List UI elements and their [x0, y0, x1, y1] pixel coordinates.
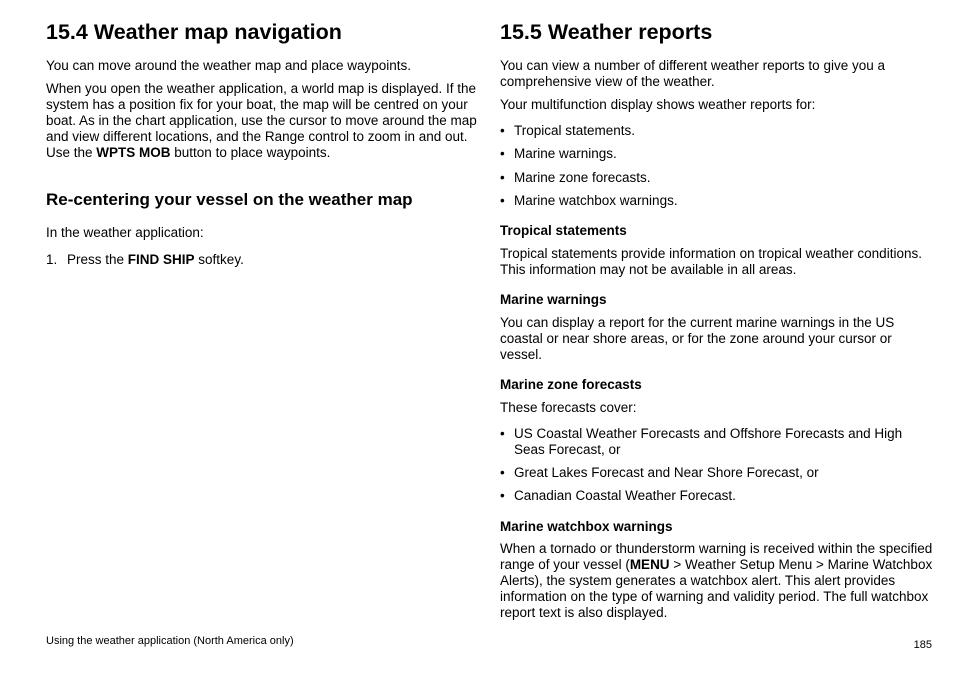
body-text-part2: button to place waypoints.	[170, 145, 331, 160]
marine-warnings-text: You can display a report for the current marine warnings in the US coastal or near shore areas, or for the zone around your cursor or vessel.	[500, 315, 895, 362]
zone-forecasts-intro: These forecasts cover:	[500, 400, 637, 415]
list-item: • Tropical statements.	[500, 123, 636, 138]
footer-chapter-title: Using the weather application (North America only)	[46, 635, 294, 647]
subheading-recentering: Re-centering your vessel on the weather map	[46, 190, 413, 209]
reports-shows: Your multifunction display shows weather reports for:	[500, 97, 816, 112]
body-text-part1: When you open the weather application, a world map is displayed. If the system has a position fix for your boat, the map will be centred on your boat. As in the chart application, use the cursor to move around the map and view different locations, and the Range control to zoom in and out. Use the	[46, 81, 477, 160]
step-1	[46, 252, 491, 268]
section-heading-weather-map-navigation: 15.4 Weather map navigation	[46, 20, 342, 44]
list-item: • Marine zone forecasts.	[500, 170, 651, 185]
bullet: •	[500, 426, 505, 441]
context-paragraph: In the weather application:	[46, 225, 204, 240]
list-item: • Marine watchbox warnings.	[500, 193, 678, 208]
wpts-mob-button-label: WPTS MOB	[96, 145, 171, 160]
section-heading-weather-reports: 15.5 Weather reports	[500, 20, 713, 44]
menu-button-label: MENU	[629, 557, 670, 572]
tropical-statements-text: Tropical statements provide information on tropical weather conditions. This information may not be available in all areas.	[500, 246, 922, 277]
bullet: •	[500, 170, 505, 185]
subheading-marine-warnings: Marine warnings	[500, 292, 607, 307]
bullet: •	[500, 193, 505, 208]
subheading-marine-zone-forecasts: Marine zone forecasts	[500, 377, 642, 392]
bullet: •	[500, 123, 505, 138]
watchbox-warnings-text: When a tornado or thunderstorm warning is received within the specified range of your vessel (MENU > Weather Setup Menu > Marine Watchbox Alerts), the system generates a watchbox alert. This alert provides information on the type of warning and validity period. The full watchbox report text is also displayed.	[500, 541, 933, 620]
list-item: • Marine warnings.	[500, 146, 617, 161]
list-item: • Great Lakes Forecast and Near Shore Forecast, or	[500, 465, 819, 480]
step-text-part2: softkey.	[194, 252, 244, 267]
subheading-tropical-statements: Tropical statements	[500, 223, 627, 238]
list-item: • Canadian Coastal Weather Forecast.	[500, 488, 736, 503]
step-number: 1.	[46, 252, 58, 267]
reports-intro: You can view a number of different weather reports to give you a comprehensive view of the weather.	[500, 58, 885, 89]
subheading-marine-watchbox-warnings: Marine watchbox warnings	[500, 519, 673, 534]
intro-paragraph: You can move around the weather map and place waypoints.	[46, 58, 411, 73]
bullet: •	[500, 488, 505, 503]
find-ship-softkey-label: FIND SHIP	[127, 252, 195, 267]
body-paragraph	[46, 81, 484, 161]
bullet: •	[500, 146, 505, 161]
bullet: •	[500, 465, 505, 480]
page-number: 185	[913, 639, 932, 651]
list-item: • US Coastal Weather Forecasts and Offshore Forecasts and High Seas Forecast, or	[500, 426, 903, 457]
step-text-part1: Press the	[67, 252, 128, 267]
